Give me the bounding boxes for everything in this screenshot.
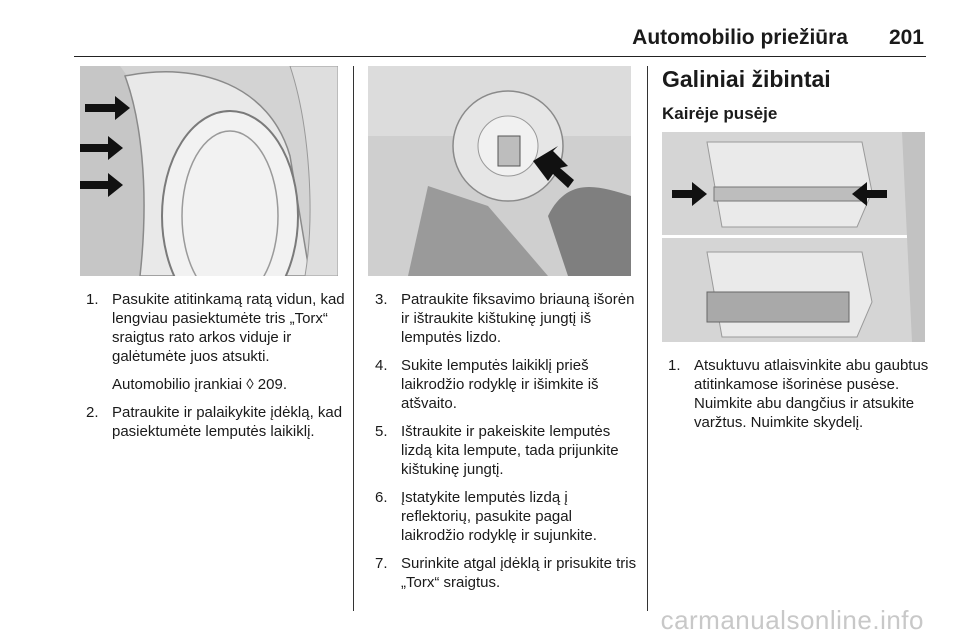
- list-item: [86, 290, 348, 394]
- list-item: [375, 422, 637, 479]
- step-text: Patraukite ir palaikykite įdėklą, kad pasiektumėte lemputės laikiklį.: [112, 404, 343, 440]
- step-text: Pasukite atitinkamą ratą vidun, kad lengviau pasiektumėte tris „Torx“ sraigtus rato arkos viduje ir galėtumėte juos atsukti.: [112, 291, 345, 365]
- wheel-arch-illustration: [80, 66, 338, 276]
- left-step-list: [86, 290, 348, 450]
- step-number: 1.: [668, 357, 681, 374]
- step-note: Automobilio įrankiai ◊ 209.: [112, 376, 288, 393]
- step-number: 2.: [86, 404, 99, 421]
- page-number: 201: [888, 26, 924, 49]
- step-text: Ištraukite ir pakeiskite lemputės lizdą kita lempute, tada prijunkite kištukinę jungtį.: [401, 423, 619, 478]
- list-item: [375, 356, 637, 413]
- column-divider-left: [353, 66, 354, 611]
- step-number: 5.: [375, 423, 388, 440]
- step-text: Įstatykite lemputės lizdą į reflektorių, pasukite pagal laikrodžio rodyklę ir sujunkite.: [401, 489, 597, 544]
- right-step-list: [668, 356, 930, 441]
- step-number: 3.: [375, 291, 388, 308]
- list-item: [668, 356, 930, 432]
- list-item: [375, 554, 637, 592]
- step-number: 7.: [375, 555, 388, 572]
- step-number: 6.: [375, 489, 388, 506]
- column-divider-right: [647, 66, 648, 611]
- step-text: Surinkite atgal įdėklą ir prisukite tris „Torx“ sraigtus.: [401, 555, 637, 591]
- page-header: [74, 26, 926, 57]
- step-text: Patraukite fiksavimo briauną išorėn ir ištraukite kištukinę jungtį iš lemputės lizdo.: [401, 291, 635, 346]
- section-heading: Galiniai žibintai: [662, 66, 831, 92]
- step-number: 1.: [86, 291, 99, 308]
- step-number: 4.: [375, 357, 388, 374]
- list-item: [375, 488, 637, 545]
- watermark: carmanualsonline.info: [660, 605, 924, 635]
- step-text: Atsuktuvu atlaisvinkite abu gaubtus atitinkamose išorinėse pusėse. Nuimkite abu dangčius ir atsukite varžtus. Nuimkite skydelį.: [694, 357, 929, 431]
- list-item: [86, 403, 348, 441]
- bulb-holder-illustration: [368, 66, 631, 276]
- section-title: Automobilio priežiūra: [632, 26, 848, 49]
- tail-light-illustration: [662, 132, 925, 342]
- middle-step-list: [375, 290, 637, 601]
- list-item: [375, 290, 637, 347]
- step-text: Sukite lemputės laikiklį prieš laikrodžio rodyklę ir išimkite iš atšvaito.: [401, 357, 599, 412]
- subsection-heading: Kairėje pusėje: [662, 104, 778, 123]
